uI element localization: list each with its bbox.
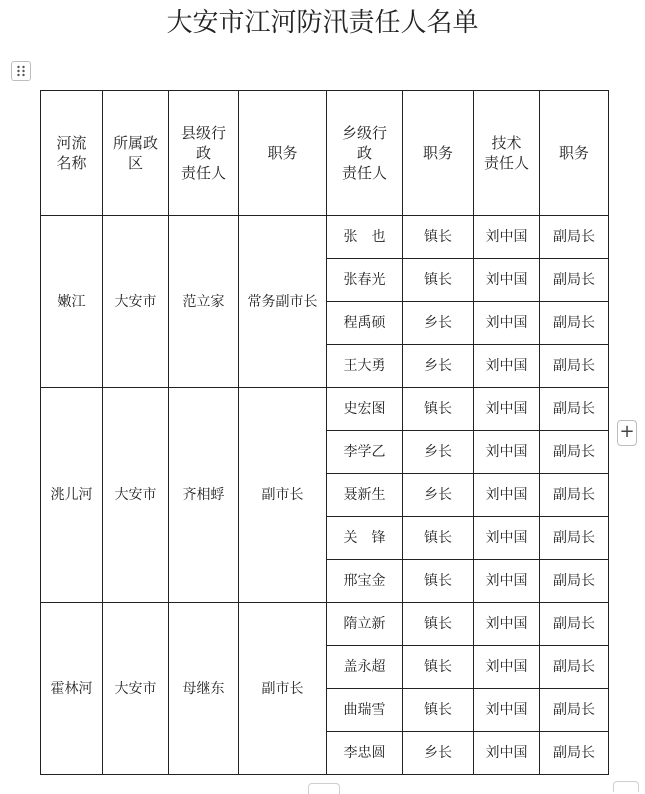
- tech-title-cell: 副局长: [540, 517, 609, 560]
- header-text: 政: [356, 144, 372, 162]
- header-text: 乡级行: [341, 124, 387, 142]
- town-person-cell: 邢宝金: [327, 560, 403, 603]
- header-cell: [403, 91, 474, 216]
- town-person-cell: 王大勇: [327, 345, 403, 388]
- tech-person-cell: 刘中国: [474, 345, 540, 388]
- town-person-cell: 盖永超: [327, 646, 403, 689]
- header-cell: [41, 91, 103, 216]
- tech-person-cell: 刘中国: [474, 259, 540, 302]
- header-text: 职务: [267, 144, 298, 162]
- header-text: 职务: [422, 144, 453, 162]
- town-title-cell: 镇长: [403, 388, 474, 431]
- tech-title-cell: 副局长: [540, 302, 609, 345]
- county-person-cell: 范立家: [169, 216, 239, 388]
- town-title-cell: 乡长: [403, 474, 474, 517]
- table-row: [41, 216, 609, 259]
- header-cell: [169, 91, 239, 216]
- tech-person-cell: 刘中国: [474, 689, 540, 732]
- tech-title-cell: 副局长: [540, 216, 609, 259]
- tech-person-cell: 刘中国: [474, 216, 540, 259]
- tech-person-cell: 刘中国: [474, 431, 540, 474]
- tech-person-cell: 刘中国: [474, 517, 540, 560]
- tech-title-cell: 副局长: [540, 259, 609, 302]
- town-person-cell: 程禹硕: [327, 302, 403, 345]
- district-cell: 大安市: [103, 388, 169, 603]
- town-title-cell: 镇长: [403, 560, 474, 603]
- header-text: 区: [127, 154, 143, 172]
- add-row-button-stub[interactable]: [308, 783, 340, 794]
- header-cell: [327, 91, 403, 216]
- header-text: 责任人: [341, 164, 387, 182]
- header-text: 名称: [56, 154, 87, 172]
- town-person-cell: 李学乙: [327, 431, 403, 474]
- tech-person-cell: 刘中国: [474, 388, 540, 431]
- county-title-cell: 副市长: [239, 388, 327, 603]
- tech-person-cell: 刘中国: [474, 732, 540, 775]
- town-person-cell: 曲瑞雪: [327, 689, 403, 732]
- town-person-cell: 隋立新: [327, 603, 403, 646]
- town-title-cell: 乡长: [403, 732, 474, 775]
- town-title-cell: 镇长: [403, 689, 474, 732]
- header-row: [41, 91, 609, 216]
- tech-title-cell: 副局长: [540, 689, 609, 732]
- county-person-cell: 齐相蜉: [169, 388, 239, 603]
- tech-title-cell: 副局长: [540, 646, 609, 689]
- header-text: 所属政: [112, 134, 158, 152]
- responsible-persons-table: [40, 90, 609, 775]
- plus-icon: +: [619, 421, 635, 442]
- header-cell: [103, 91, 169, 216]
- river-name-cell: 霍林河: [41, 603, 103, 775]
- header-text: 政: [195, 144, 211, 162]
- town-person-cell: 聂新生: [327, 474, 403, 517]
- county-title-cell: 副市长: [239, 603, 327, 775]
- town-person-cell: 李忠圆: [327, 732, 403, 775]
- tech-person-cell: 刘中国: [474, 560, 540, 603]
- tech-person-cell: 刘中国: [474, 603, 540, 646]
- header-cell: [540, 91, 609, 216]
- header-cell: [239, 91, 327, 216]
- tech-person-cell: 刘中国: [474, 646, 540, 689]
- town-title-cell: 乡长: [403, 431, 474, 474]
- town-title-cell: 乡长: [403, 302, 474, 345]
- county-title-cell: 常务副市长: [239, 216, 327, 388]
- town-title-cell: 镇长: [403, 259, 474, 302]
- tech-title-cell: 副局长: [540, 388, 609, 431]
- town-person-cell: 张春光: [327, 259, 403, 302]
- add-column-button[interactable]: [617, 420, 637, 446]
- tech-title-cell: 副局长: [540, 560, 609, 603]
- header-text: 责任人: [180, 164, 226, 182]
- river-name-cell: 嫩江: [41, 216, 103, 388]
- corner-button-stub[interactable]: [613, 781, 639, 792]
- district-cell: 大安市: [103, 603, 169, 775]
- header-text: 县级行: [180, 124, 226, 142]
- town-person-cell: 史宏图: [327, 388, 403, 431]
- page-title: 大安市江河防汛责任人名单: [166, 8, 479, 38]
- town-person-cell: 关 锋: [327, 517, 403, 560]
- town-title-cell: 镇长: [403, 646, 474, 689]
- district-cell: 大安市: [103, 216, 169, 388]
- tech-title-cell: 副局长: [540, 431, 609, 474]
- town-person-cell: 张 也: [327, 216, 403, 259]
- header-cell: [474, 91, 540, 216]
- table-drag-handle[interactable]: [11, 61, 31, 81]
- town-title-cell: 镇长: [403, 517, 474, 560]
- table-row: [41, 603, 609, 646]
- town-title-cell: 乡长: [403, 345, 474, 388]
- tech-title-cell: 副局长: [540, 345, 609, 388]
- town-title-cell: 镇长: [403, 216, 474, 259]
- tech-title-cell: 副局长: [540, 474, 609, 517]
- tech-person-cell: 刘中国: [474, 474, 540, 517]
- town-title-cell: 镇长: [403, 603, 474, 646]
- river-name-cell: 洮儿河: [41, 388, 103, 603]
- tech-person-cell: 刘中国: [474, 302, 540, 345]
- header-text: 技术: [491, 134, 522, 152]
- drag-handle-icon: [16, 65, 26, 77]
- county-person-cell: 母继东: [169, 603, 239, 775]
- table-row: [41, 388, 609, 431]
- tech-title-cell: 副局长: [540, 603, 609, 646]
- tech-title-cell: 副局长: [540, 732, 609, 775]
- header-text: 职务: [558, 144, 589, 162]
- header-text: 河流: [56, 134, 87, 152]
- header-text: 责任人: [483, 154, 529, 172]
